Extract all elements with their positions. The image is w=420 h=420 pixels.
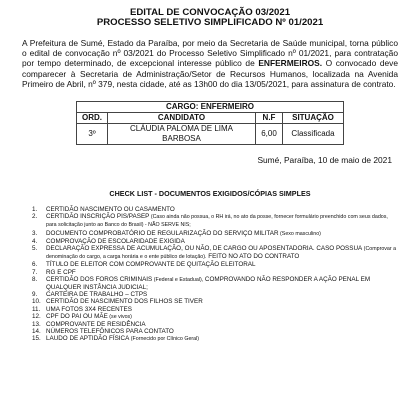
- item-text: CARTEIRA DE TRABALHO – CTPS: [46, 291, 148, 299]
- item-text: LAUDO DE APTIDÃO FÍSICA: [46, 335, 130, 343]
- item-text: COMPROVAÇÃO DE ESCOLARIDADE EXIGIDA: [46, 237, 185, 245]
- cargo-row: [77, 102, 344, 113]
- cell-nf: 6,00: [256, 124, 283, 145]
- item-number: 4.: [32, 237, 38, 245]
- list-item: [32, 335, 398, 343]
- item-number: 13.: [32, 321, 41, 329]
- list-item: [32, 313, 398, 321]
- item-number: 7.: [32, 268, 38, 276]
- item-number: 6.: [32, 261, 38, 269]
- item-number: 3.: [32, 229, 38, 237]
- list-item: [32, 306, 398, 313]
- intro-text-1: A Prefeitura de Sumé, Estado da Paraíba, por meio da Secretaria de Saúde municipal, torna público o edital de convocação nº 03/2021 do Processo Seletivo Simplificado nº 01/2021, para contratação por tempo determinado, de excepcional interesse público de: [22, 38, 398, 69]
- checklist: [32, 206, 398, 344]
- item-number: 12.: [32, 312, 41, 320]
- intro-text-2: O convocado deve comparecer à Secretaria de Administração/Setor de Recursos Humanos, localizada na Avenida Primeiro de Abril, nº 379, nesta cidade, até as 13h00 do dia 13/05/2021, para assinatura de contrato.: [22, 58, 398, 89]
- header-candidato: CANDIDATO: [108, 113, 256, 124]
- item-number: 10.: [32, 298, 41, 306]
- item-text: TÍTULO DE ELEITOR COM COMPROVANTE DE QUITAÇÃO ELEITORAL: [46, 261, 256, 269]
- header-nf: N.F: [256, 113, 283, 124]
- edital-title: EDITAL DE CONVOCAÇÃO 03/2021: [129, 7, 291, 18]
- item-text: UMA FOTOS 3X4 RECENTES: [46, 305, 132, 313]
- item-note: (Sexo masculino): [278, 230, 321, 237]
- item-note: (Federal e Estadual),: [152, 276, 204, 283]
- cargo-cell: CARGO: ENFERMEIRO: [77, 102, 344, 113]
- item-number: 8.: [32, 275, 38, 283]
- item-number: 9.: [32, 291, 38, 299]
- item-text: CERTIDÃO NASCIMENTO OU CASAMENTO: [46, 206, 175, 214]
- intro-bold: ENFERMEIROS.: [258, 58, 323, 69]
- item-tail: COMPROVANDO NÃO RESPONDER A AÇÃO PENAL EM QUALQUER INSTÂNCIA JUDICIAL;: [46, 275, 371, 292]
- item-number: 11.: [32, 305, 41, 313]
- item-text: COMPROVANTE DE RESIDÊNCIA: [46, 321, 146, 329]
- list-item: [32, 213, 398, 229]
- item-number: 15.: [32, 335, 41, 343]
- list-item: [32, 238, 398, 245]
- list-item: [32, 276, 398, 291]
- cell-situacao: Classificada: [283, 124, 344, 145]
- item-number: 5.: [32, 245, 38, 253]
- item-text: CERTIDÃO DE NASCIMENTO DOS FILHOS SE TIVER: [46, 298, 203, 306]
- intro-paragraph: [22, 38, 398, 89]
- item-number: 2.: [32, 213, 38, 221]
- list-item: [32, 261, 398, 268]
- item-text: DOCUMENTO COMPROBATÓRIO DE REGULARIZAÇÃO DO SERVIÇO MILITAR: [46, 229, 279, 237]
- candidate-table: [76, 101, 344, 145]
- list-item: [32, 245, 398, 261]
- item-note: (se vivos): [107, 313, 132, 320]
- item-text: RG E CPF: [46, 268, 76, 276]
- list-item: [32, 298, 398, 305]
- item-note: (Fornecido por Clínico Geral): [129, 336, 200, 343]
- item-number: 1.: [32, 206, 38, 214]
- header-situacao: SITUAÇÃO: [283, 113, 344, 124]
- header-ord: ORD.: [77, 113, 108, 124]
- table-row: [77, 124, 344, 145]
- item-note: (Caso ainda não possua, o RH irá, no ato da posse, fornecer formulário preenchido com seus dados, para solicitação junto ao Banco do Brasil) - NÃO SERVE NIS;: [46, 214, 388, 229]
- date-line: Sumé, Paraíba, 10 de maio de 2021: [257, 155, 392, 166]
- table-header-row: [77, 113, 344, 124]
- cell-candidato: CLÁUDIA PALOMA DE LIMA BARBOSA: [108, 124, 256, 145]
- item-tail: FEITO NO ATO DO CONTRATO: [206, 253, 300, 261]
- item-text: DECLARAÇÃO EXPRESSA DE ACUMULAÇÃO, OU NÃO, DE CARGO OU APOSENTADORIA. CASO POSSUA: [46, 245, 363, 253]
- list-item: [32, 269, 398, 276]
- list-item: [32, 230, 398, 238]
- edital-subtitle: PROCESSO SELETIVO SIMPLIFICADO Nº 01/2021: [96, 17, 324, 28]
- item-text: NÚMEROS TELEFÔNICOS PARA CONTATO: [46, 328, 174, 336]
- item-number: 14.: [32, 328, 41, 336]
- checklist-title: CHECK LIST - DOCUMENTOS EXIGIDOS/CÓPIAS SIMPLES: [109, 189, 311, 199]
- item-text: CPF DO PAI OU MÃE: [46, 312, 108, 320]
- item-text: CERTIDÃO INSCRIÇÃO PIS/PASEP: [46, 213, 150, 221]
- item-note: (Comprovar a denominação do cargo, a carga horária e o ente público de lotação).: [46, 246, 397, 261]
- item-text: CERTIDÃO DOS FOROS CRIMINAIS: [46, 275, 153, 283]
- cell-ord: 3º: [77, 124, 108, 145]
